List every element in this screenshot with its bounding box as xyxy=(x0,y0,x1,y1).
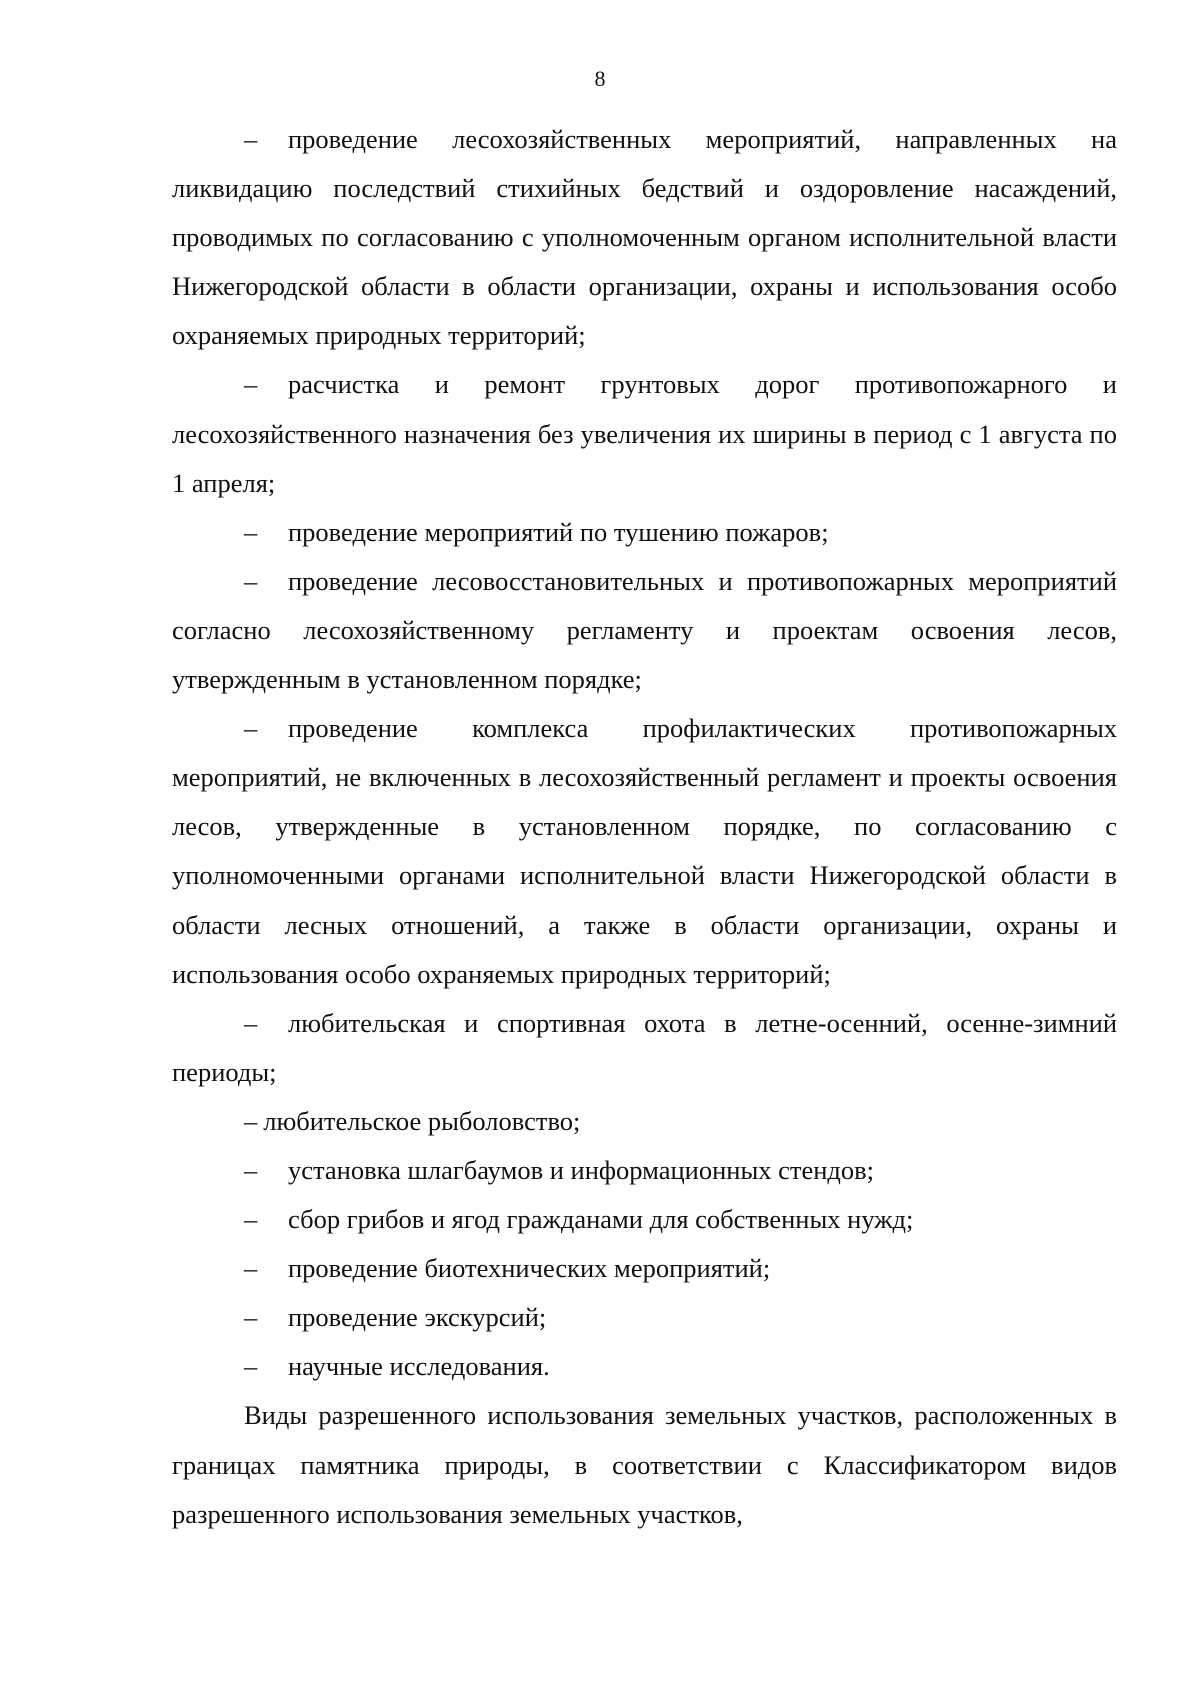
list-item-text: проведение мероприятий по тушению пожаров; xyxy=(288,516,829,547)
list-item xyxy=(172,1293,1117,1342)
list-item xyxy=(172,1195,1117,1244)
list-dash: – xyxy=(244,1154,258,1185)
list-dash: – xyxy=(244,1204,258,1235)
list-item-text: любительское рыболовство; xyxy=(263,1105,581,1136)
list-dash: – xyxy=(244,713,258,744)
list-item-text: сбор грибов и ягод гражданами для собственных нужд; xyxy=(288,1204,914,1235)
list-item xyxy=(172,999,1117,1097)
list-item-text: проведение экскурсий; xyxy=(288,1302,547,1333)
list-item xyxy=(172,1146,1117,1195)
list-item xyxy=(172,508,1117,557)
document-body xyxy=(172,115,1117,1539)
list-item xyxy=(172,704,1117,999)
list-item-text: проведение лесохозяйственных мероприятий, направленных на ликвидацию последствий стихийных бедствий и оздоровление насаждений, проводимых по согласованию с уполномоченным органом исполнительной власти Нижегородской области в области организации, охраны и использования особо охраняемых природных территорий; xyxy=(172,124,1117,351)
list-item-text: проведение комплекса профилактических противопожарных мероприятий, не включенных в лесохозяйственный регламент и проекты освоения лесов, утвержденные в установленном порядке, по согласованию с уполномоченными органами исполнительной власти Нижегородской области в области лесных отношений, а также в области организации, охраны и использования особо охраняемых природных территорий; xyxy=(172,713,1117,989)
list-dash: – xyxy=(244,124,258,154)
list-dash: – xyxy=(244,1253,258,1284)
list-item-text: расчистка и ремонт грунтовых дорог противопожарного и лесохозяйственного назначения без увеличения их ширины в период с 1 августа по 1 апреля; xyxy=(172,369,1117,498)
list-item xyxy=(172,360,1117,507)
list-item-text: проведение лесовосстановительных и противопожарных мероприятий согласно лесохозяйственному регламенту и проектам освоения лесов, утвержденным в установленном порядке; xyxy=(172,565,1117,695)
list-item xyxy=(172,1097,1117,1146)
list-item-text: проведение биотехнических мероприятий; xyxy=(288,1253,771,1284)
list-item xyxy=(172,115,1117,360)
list-item-text: любительская и спортивная охота в летне-осенний, осенне-зимний периоды; xyxy=(172,1007,1117,1087)
list-item xyxy=(172,1342,1117,1391)
list-dash: – xyxy=(244,516,258,547)
page-number: 8 xyxy=(594,66,606,91)
list-dash: – xyxy=(244,1007,258,1038)
list-dash: – xyxy=(244,369,258,400)
list-dash: – xyxy=(244,565,258,596)
list-dash: – xyxy=(244,1351,258,1382)
list-item xyxy=(172,1244,1117,1293)
list-dash: – xyxy=(244,1105,258,1136)
list-item-text: установка шлагбаумов и информационных стендов; xyxy=(288,1154,875,1185)
list-item-text: научные исследования. xyxy=(288,1351,550,1382)
list-dash: – xyxy=(244,1302,258,1333)
list-item xyxy=(172,557,1117,704)
closing-paragraph: Виды разрешенного использования земельных участков, расположенных в границах памятника природы, в соответствии с Классификатором видов разрешенного использования земельных участков, xyxy=(172,1400,1117,1529)
